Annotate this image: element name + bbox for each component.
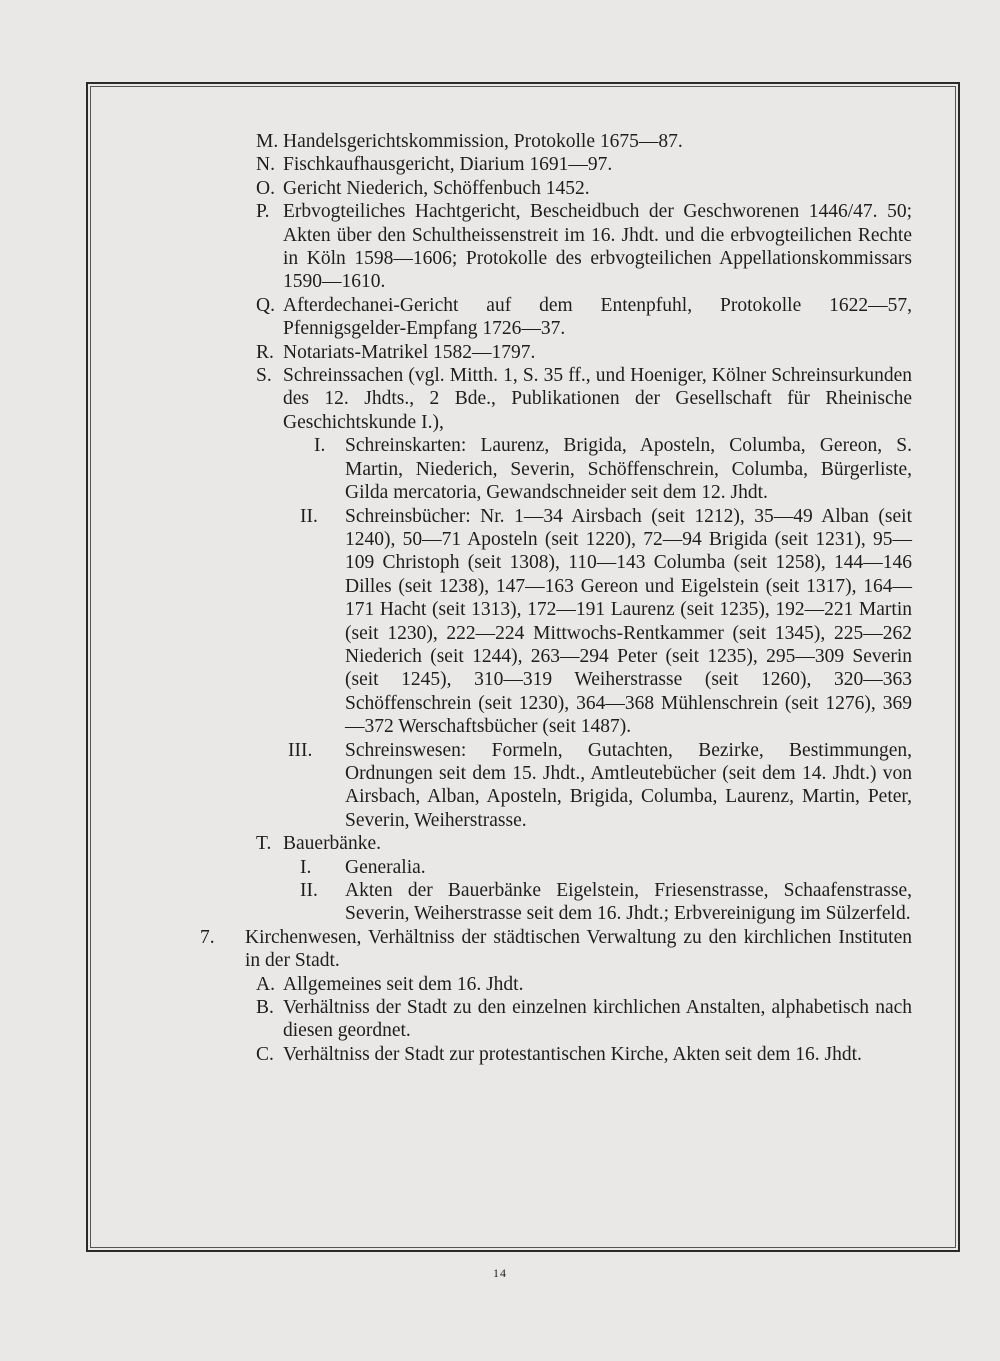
entry-mark: T. (256, 833, 272, 855)
entry-mark: III. (288, 739, 313, 761)
entry-mark: II. (300, 505, 318, 527)
entry-t (0, 832, 1000, 855)
kirche-item-b (0, 996, 1000, 1043)
entry-text: Schreinsbücher: Nr. 1—34 Airsbach (seit 1212), 35—49 Alban (seit 1240), 50—71 Aposteln (seit 1220), 72—94 Brigida (seit 1231), 95—109 Christoph (seit 1308), 110—143 Columba (seit 1258), 144—146 Dilles (seit 1238), 147—163 Gereon und Eigelstein (seit 1317), 164—171 Hacht (seit 1313), 172—191 Laurenz (seit 1235), 192—221 Martin (seit 1230), 222—224 Mittwochs-Rentkammer (seit 1345), 225—262 Niederich (seit 1244), 263—294 Peter (seit 1235), 295—309 Severin (seit 1245), 310—319 Weiherstrasse (seit 1260), 320—363 Schöffenschrein (seit 1230), 364—368 Mühlenschrein (seit 1276), 369—372 Werschaftsbücher (seit 1487). (345, 505, 912, 738)
entry-mark: I. (314, 435, 326, 457)
entry-text: Generalia. (345, 856, 426, 878)
entry-n (0, 153, 1000, 176)
entry-text: Fischkaufhausgericht, Diarium 1691—97. (283, 154, 613, 176)
entry-text: Schreinskarten: Laurenz, Brigida, Aposteln, Columba, Gereon, S. Martin, Niederich, Severin, Schöffenschrein, Columba, Bürgerliste, Gilda mercatoria, Gewandschneider seit dem 12. Jhdt. (345, 435, 912, 504)
entry-r (0, 341, 1000, 364)
entry-text: Kirchenwesen, Verhältniss der städtischen Verwaltung zu den kirchlichen Instituten in der Stadt. (245, 926, 912, 972)
entry-mark: C. (256, 1043, 274, 1065)
entry-text: Allgemeines seit dem 16. Jhdt. (283, 973, 524, 995)
schrein-item-1 (0, 434, 1000, 504)
entry-m (0, 130, 1000, 153)
entry-text: Bauerbänke. (283, 833, 381, 855)
kirche-item-a (0, 973, 1000, 996)
entry-text: Handelsgerichtskommission, Protokolle 1675—87. (283, 131, 683, 152)
page-body (0, 130, 1000, 1066)
entry-mark: I. (300, 856, 312, 878)
entry-mark: S. (256, 365, 272, 387)
entry-s (0, 364, 1000, 434)
entry-text: Notariats-Matrikel 1582—1797. (283, 341, 536, 363)
schrein-item-3 (0, 739, 1000, 833)
entry-text: Verhältniss der Stadt zu den einzelnen kirchlichen Anstalten, alphabetisch nach diesen geordnet. (283, 997, 912, 1042)
entry-o (0, 177, 1000, 200)
entry-text: Verhältniss der Stadt zur protestantischen Kirche, Akten seit dem 16. Jhdt. (283, 1043, 862, 1065)
entry-p (0, 200, 1000, 294)
entry-text: Schreinswesen: Formeln, Gutachten, Bezirke, Bestimmungen, Ordnungen seit dem 15. Jhdt., Amtleutebücher (seit dem 14. Jhdt.) von Airsbach, Alban, Aposteln, Brigida, Columba, Laurenz, Martin, Peter, Severin, Weiherstrasse. (345, 739, 912, 831)
entry-mark: B. (256, 997, 274, 1019)
entry-text: Schreinssachen (vgl. Mitth. 1, S. 35 ff., und Hoeniger, Kölner Schreinsurkunden des 12. Jhdts., 2 Bde., Publikationen der Gesellschaft für Rheinische Geschichtskunde I.), (283, 365, 912, 433)
bauer-item-2 (0, 879, 1000, 926)
entry-mark: II. (300, 880, 318, 901)
entry-mark: P. (256, 201, 270, 223)
entry-mark: A. (256, 973, 275, 995)
entry-mark: R. (256, 341, 274, 363)
bauer-item-1 (0, 856, 1000, 879)
entry-mark: M. (256, 131, 279, 152)
entry-text: Akten der Bauerbänke Eigelstein, Friesenstrasse, Schaafenstrasse, Severin, Weiherstrasse seit dem 16. Jhdt.; Erbvereinigung im Sülzerfeld. (345, 880, 912, 925)
entry-text: Erbvogteiliches Hachtgericht, Bescheidbuch der Geschworenen 1446/47. 50; Akten über den Schultheissenstreit im 16. Jhdt. und die erbvogteilichen Rechte in Köln 1598—1606; Protokolle des erbvogteilichen Appellationskommissars 1590—1610. (283, 201, 912, 293)
kirche-item-c (0, 1043, 1000, 1066)
schrein-item-2 (0, 505, 1000, 739)
entry-mark: N. (256, 154, 275, 176)
entry-text: Afterdechanei-Gericht auf dem Entenpfuhl, Protokolle 1622—57, Pfennigsgelder-Empfang 1726—37. (283, 294, 912, 340)
entry-mark: 7. (200, 926, 215, 948)
entry-q (0, 294, 1000, 341)
section-7 (0, 926, 1000, 973)
entry-text: Gericht Niederich, Schöffenbuch 1452. (283, 177, 590, 199)
entry-mark: Q. (256, 294, 275, 316)
page-number: 14 (493, 1266, 507, 1280)
entry-mark: O. (256, 177, 275, 199)
